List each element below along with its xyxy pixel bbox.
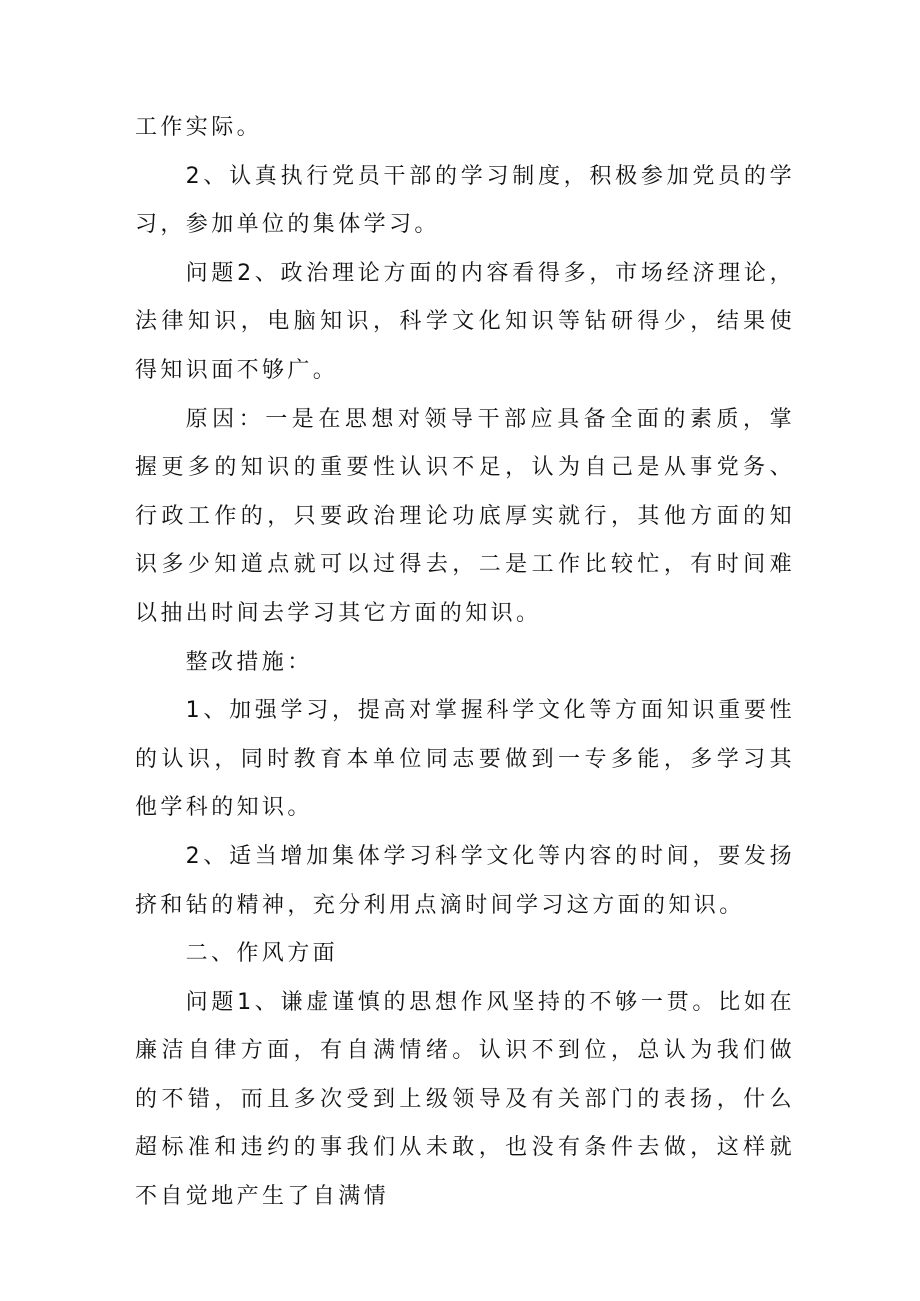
paragraph-rectification-2: 2、适当增加集体学习科学文化等内容的时间，要发扬挤和钻的精神，充分利用点滴时间学习这方面的知识。	[135, 843, 795, 918]
paragraph-rectification-1: 1、加强学习，提高对掌握科学文化等方面知识重要性的认识，同时教育本单位同志要做到一专多能，多学习其他学科的知识。	[135, 698, 795, 821]
paragraph-problem-1-style: 问题1、谦虚谨慎的思想作风坚持的不够一贯。比如在廉洁自律方面，有自满情绪。认识不到位，总认为我们做的不错，而且多次受到上级领导及有关部门的表扬，什么超标准和违约的事我们从未敢，也没有条件去做，这样就不自觉地产生了自满情	[135, 989, 795, 1210]
section-heading-work-style: 二、作风方面	[185, 941, 338, 967]
paragraph-measure-2: 2、认真执行党员干部的学习制度，积极参加党员的学习，参加单位的集体学习。	[135, 163, 795, 238]
paragraph-problem-2: 问题2、政治理论方面的内容看得多，市场经济理论，法律知识，电脑知识，科学文化知识等钻研得少，结果使得知识面不够广。	[135, 260, 795, 383]
paragraph-rectification-heading: 整改措施：	[185, 649, 313, 675]
paragraph-cause: 原因：一是在思想对领导干部应具备全面的素质，掌握更多的知识的重要性认识不足，认为自己是从事党务、行政工作的，只要政治理论功底厚实就行，其他方面的知识多少知道点就可以过得去，二是工作比较忙，有时间难以抽出时间去学习其它方面的知识。	[135, 406, 795, 626]
paragraph-continuation: 工作实际。	[135, 115, 263, 140]
document-body	[135, 104, 795, 1222]
